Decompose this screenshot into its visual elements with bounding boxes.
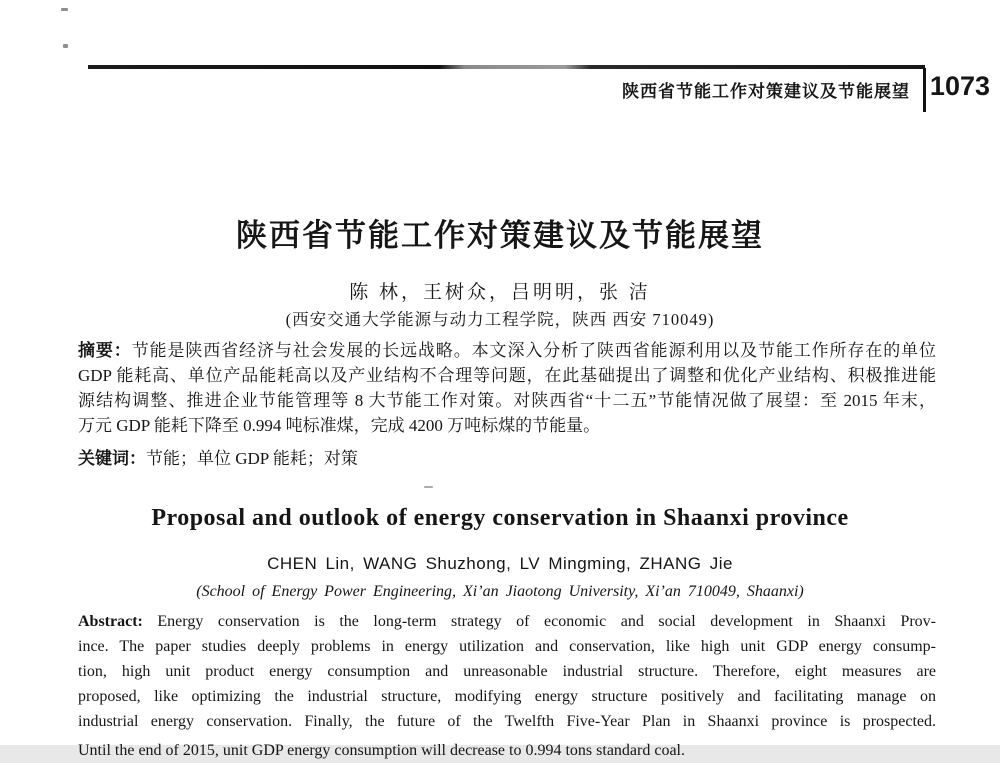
header-divider-bar bbox=[923, 68, 926, 112]
abstract-zh-line bbox=[78, 338, 936, 363]
abstract-en bbox=[78, 609, 936, 763]
abstract-en-line: ince. The paper studies deeply problems in energy utilization and conservation, like high unit GDP energy consump- bbox=[78, 638, 936, 655]
scan-speck bbox=[63, 44, 68, 48]
header-rule bbox=[88, 65, 925, 69]
abstract-zh-line: 万元 GDP 能耗下降至 0.994 吨标准煤，完成 4200 万吨标煤的节能量。 bbox=[78, 416, 601, 435]
abstract-zh-label: 摘要： bbox=[78, 341, 132, 360]
abstract-en-line: proposed, like optimizing the industrial structure, modifying energy structure positively and facilitating manage on bbox=[78, 688, 936, 705]
abstract-en-line: tion, high unit product energy consumption and unreasonable industrial structure. Therefore, eight measures are bbox=[78, 663, 936, 680]
abstract-en-text: Energy conservation is the long-term strategy of economic and social development in Shaanxi Prov- bbox=[157, 613, 936, 630]
scan-speck bbox=[61, 8, 68, 11]
abstract-en-line: industrial energy conservation. Finally, the future of the Twelfth Five-Year Plan in Shaanxi province is prospected. bbox=[78, 713, 936, 730]
keywords-zh bbox=[78, 444, 936, 469]
authors-en: CHEN Lin, WANG Shuzhong, LV Mingming, ZHANG Jie bbox=[267, 554, 733, 573]
abstract-zh bbox=[78, 338, 936, 438]
article-title-en: Proposal and outlook of energy conservation in Shaanxi province bbox=[151, 505, 849, 531]
abstract-zh-text: 节能是陕西省经济与社会发展的长远战略。本文深入分析了陕西省能源利用以及节能工作所存在的单位 bbox=[131, 341, 937, 360]
abstract-zh-line: GDP 能耗高、单位产品能耗高以及产业结构不合理等问题，在此基础提出了调整和优化产业结构、积极推进能 bbox=[78, 366, 936, 385]
affiliation-en: (School of Energy Power Engineering, Xi’an Jiaotong University, Xi’an 710049, Shaanxi) bbox=[196, 583, 804, 600]
abstract-en-line-clipped: Until the end of 2015, unit GDP energy consumption will decrease to 0.994 tons standard coal. bbox=[78, 742, 685, 759]
authors-zh: 陈 林，王树众，吕明明，张 洁 bbox=[349, 282, 651, 303]
abstract-en-line bbox=[78, 609, 936, 634]
article-title-zh: 陕西省节能工作对策建议及节能展望 bbox=[236, 218, 764, 253]
keywords-zh-label: 关键词： bbox=[78, 449, 146, 468]
page-number: 1073 bbox=[929, 71, 990, 101]
affiliation-zh: (西安交通大学能源与动力工程学院，陕西 西安 710049) bbox=[285, 310, 715, 329]
running-header-title: 陕西省节能工作对策建议及节能展望 bbox=[622, 82, 910, 101]
scan-speck bbox=[424, 486, 433, 488]
keywords-zh-text: 节能；单位 GDP 能耗；对策 bbox=[146, 449, 358, 468]
abstract-en-label: Abstract: bbox=[78, 613, 143, 630]
abstract-zh-line: 源结构调整、推进企业节能管理等 8 大节能工作对策。对陕西省“十二五”节能情况做了展望：至 2015 年末， bbox=[78, 391, 936, 410]
